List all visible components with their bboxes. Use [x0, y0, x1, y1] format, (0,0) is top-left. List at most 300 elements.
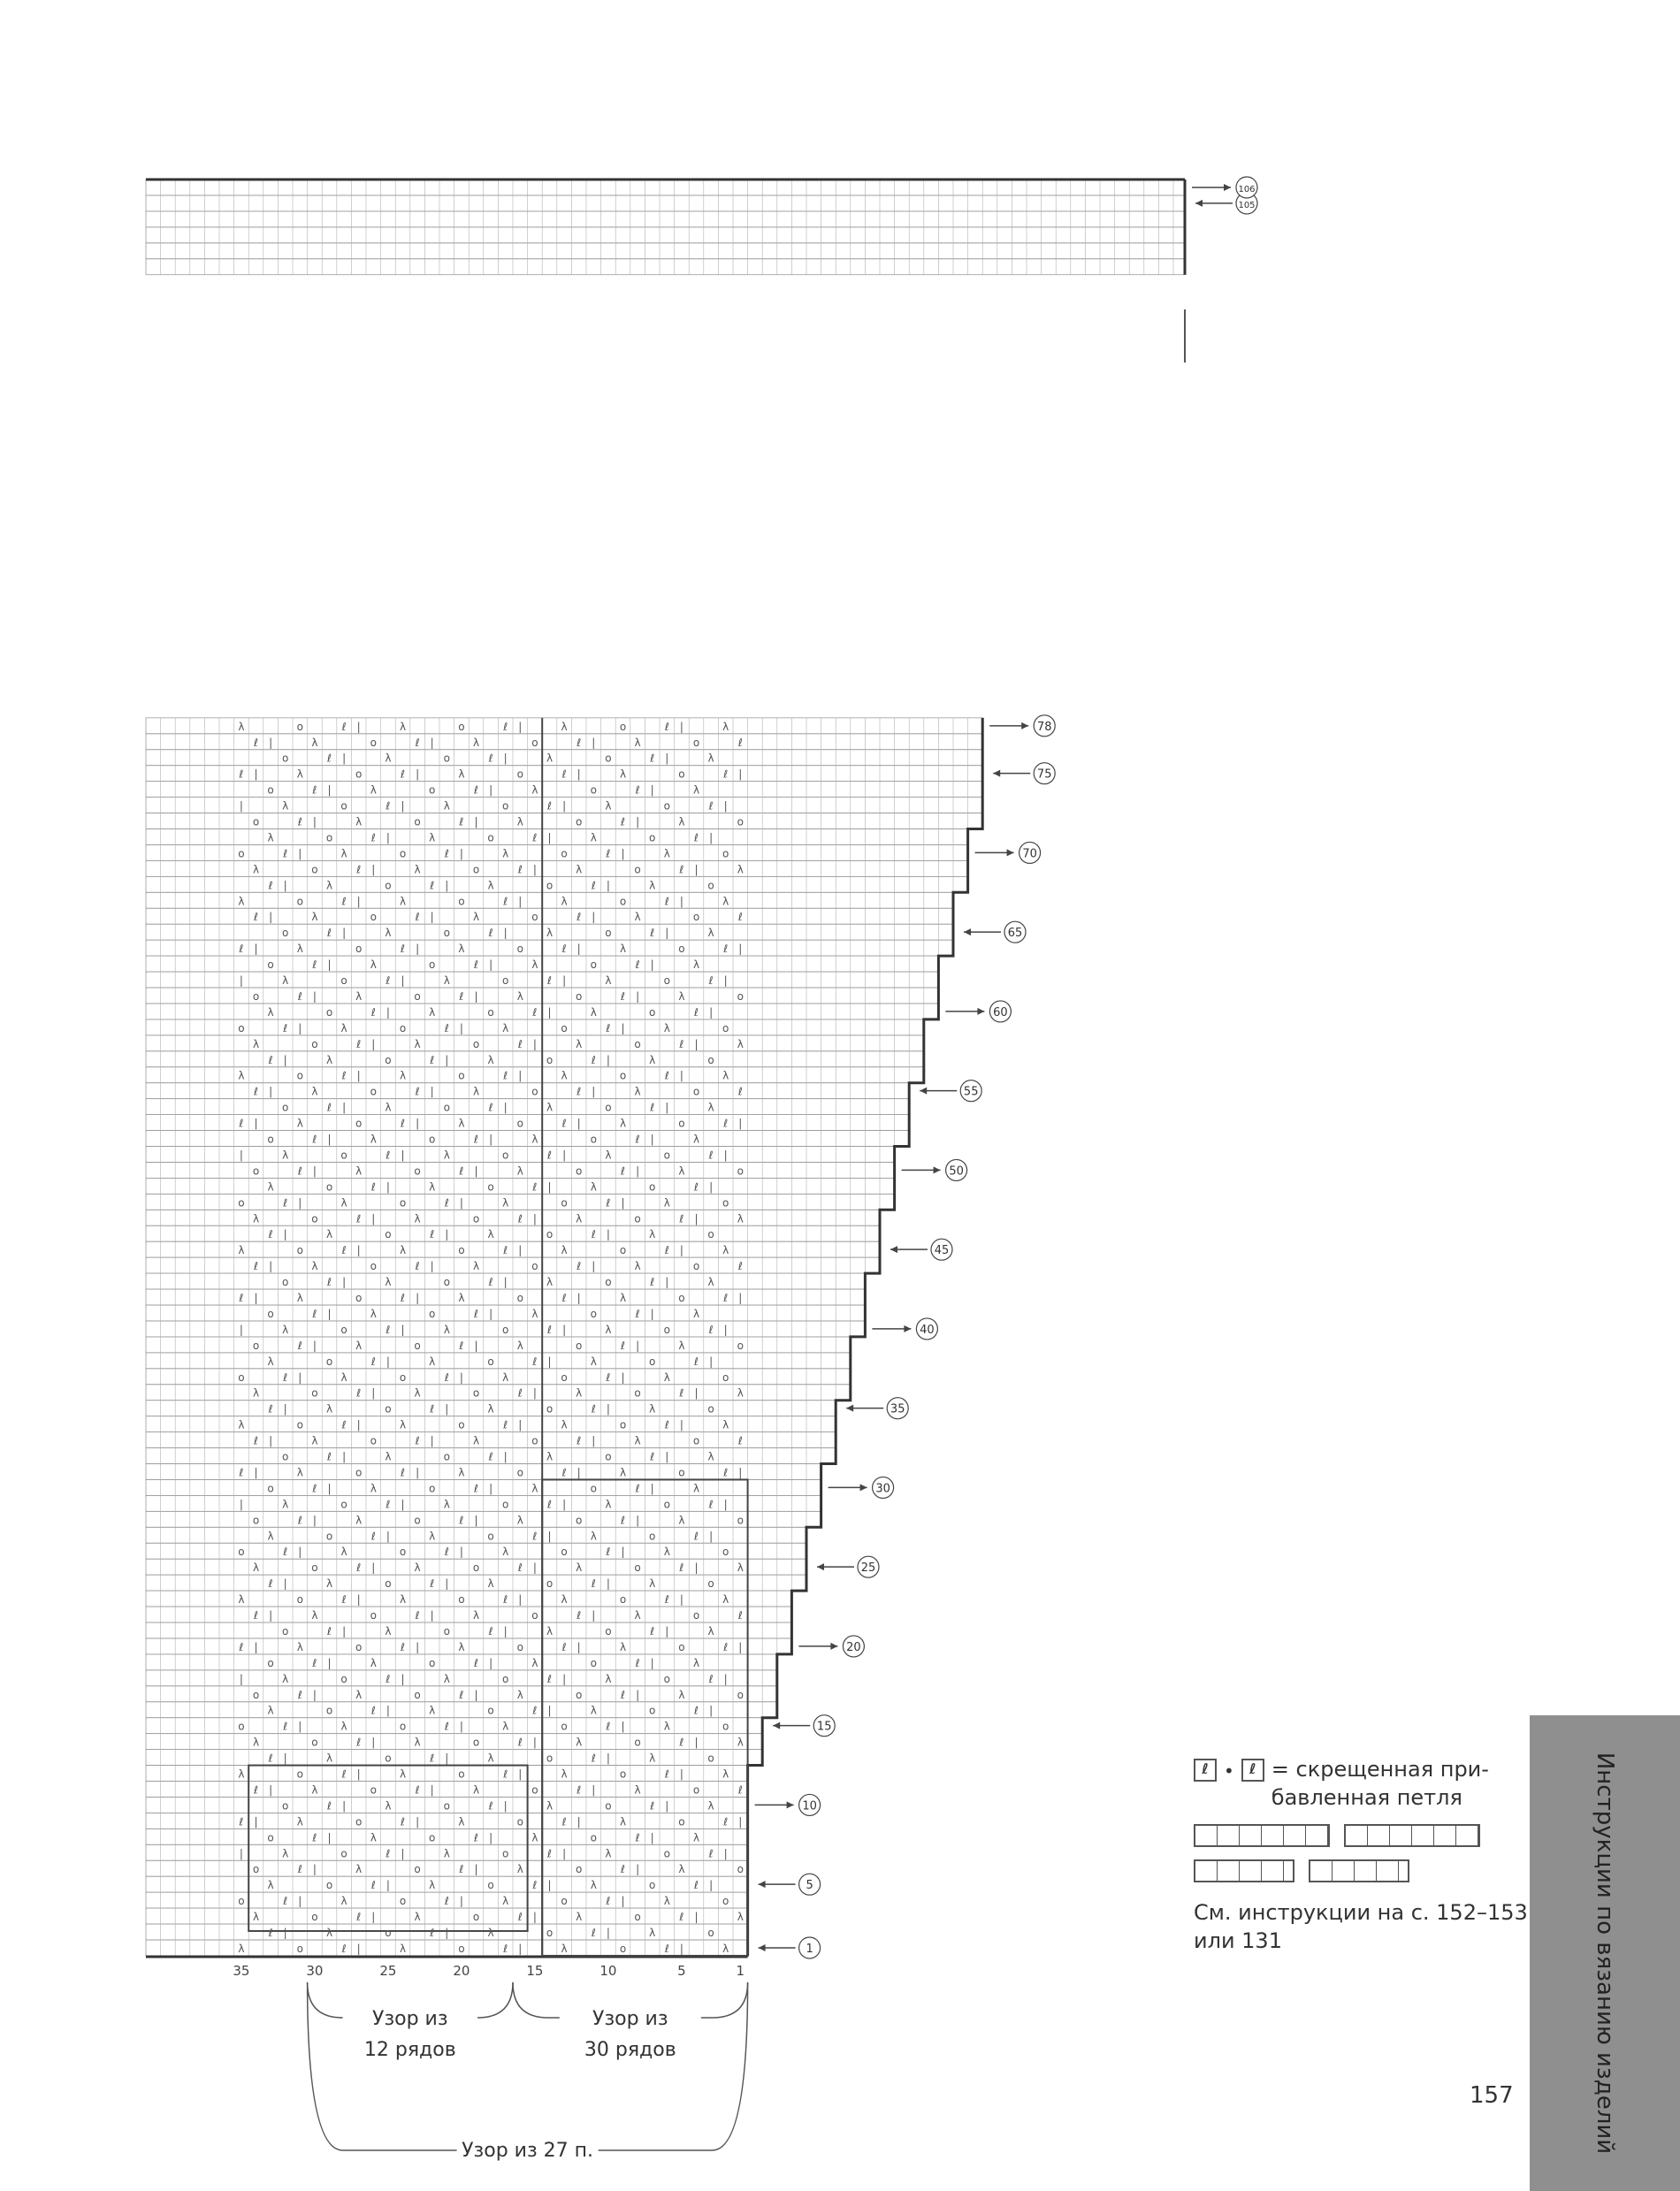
- stitch-symbol: ℓ: [591, 1577, 596, 1591]
- stitch-symbol: ℓ: [664, 1767, 669, 1781]
- stitch-symbol: ℓ: [577, 1434, 582, 1447]
- stitch-symbol: |: [430, 1609, 434, 1622]
- stitch-symbol: o: [472, 1911, 480, 1924]
- stitch-symbol: |: [459, 1720, 463, 1733]
- stitch-symbol: λ: [590, 1005, 597, 1019]
- stitch-symbol: ℓ: [430, 1577, 435, 1591]
- stitch-symbol: o: [605, 1624, 612, 1638]
- stitch-symbol: λ: [443, 1498, 450, 1511]
- stitch-symbol: o: [546, 1053, 554, 1066]
- stitch-symbol: |: [430, 1260, 434, 1273]
- stitch-symbol: ℓ: [327, 1276, 332, 1289]
- stitch-symbol: ℓ: [577, 1783, 582, 1797]
- stitch-symbol: o: [311, 1736, 318, 1749]
- stitch-symbol: o: [311, 1037, 318, 1050]
- stitch-symbol: |: [269, 1260, 273, 1273]
- stitch-symbol: |: [342, 1276, 347, 1289]
- stitch-symbol: ℓ: [430, 1228, 435, 1241]
- stitch-symbol: |: [459, 1546, 463, 1559]
- stitch-symbol: o: [355, 1815, 363, 1828]
- stitch-symbol: λ: [546, 1624, 554, 1638]
- stitch-symbol: ℓ: [488, 1799, 493, 1813]
- stitch-symbol: ℓ: [268, 1927, 273, 1939]
- stitch-symbol: ℓ: [606, 1720, 611, 1733]
- stitch-symbol: ℓ: [621, 1164, 625, 1178]
- stitch-symbol: o: [692, 1609, 700, 1622]
- stitch-symbol: o: [722, 1720, 729, 1733]
- stitch-symbol: ℓ: [708, 1498, 714, 1511]
- stitch-symbol: |: [401, 1149, 405, 1162]
- stitch-symbol: o: [737, 1164, 744, 1178]
- stitch-symbol: o: [385, 1402, 392, 1416]
- stitch-symbol: ℓ: [723, 1117, 729, 1130]
- stitch-symbol: ℓ: [503, 1418, 508, 1431]
- stitch-symbol: λ: [355, 1164, 363, 1178]
- stitch-symbol: λ: [663, 1196, 670, 1210]
- stitch-symbol: o: [429, 1307, 436, 1320]
- stitch-symbol: |: [445, 1927, 449, 1939]
- stitch-symbol: |: [562, 1323, 567, 1336]
- stitch-symbol: λ: [385, 1624, 392, 1638]
- stitch-symbol: |: [738, 1466, 743, 1479]
- stitch-symbol: |: [636, 1863, 640, 1876]
- stitch-symbol: o: [325, 1180, 333, 1194]
- stitch-symbol: o: [429, 1656, 436, 1669]
- stitch-symbol: o: [663, 1149, 670, 1162]
- stitch-symbol: ℓ: [606, 1370, 611, 1384]
- stitch-symbol: |: [371, 1386, 376, 1400]
- stitch-symbol: λ: [605, 1847, 612, 1860]
- stitch-symbol: ℓ: [239, 1640, 244, 1653]
- stitch-symbol: λ: [737, 1736, 744, 1749]
- stitch-symbol: |: [459, 1021, 463, 1034]
- stitch-symbol: |: [738, 1815, 743, 1828]
- stitch-symbol: λ: [546, 1799, 554, 1813]
- stitch-symbol: o: [325, 1530, 333, 1543]
- stitch-symbol: λ: [282, 1847, 289, 1860]
- stitch-symbol: o: [619, 1593, 627, 1607]
- chart-row-top: [146, 243, 1185, 259]
- stitch-symbol: ℓ: [635, 1133, 640, 1146]
- stitch-symbol: λ: [576, 1736, 583, 1749]
- stitch-symbol: ℓ: [547, 1498, 552, 1511]
- stitch-symbol: λ: [502, 1895, 509, 1908]
- stitch-symbol: λ: [649, 1402, 656, 1416]
- stitch-symbol: |: [532, 1212, 537, 1225]
- stitch-symbol: λ: [414, 1561, 421, 1575]
- stitch-symbol: |: [430, 1085, 434, 1098]
- chart-row-top: [146, 259, 1185, 275]
- stitch-symbol: |: [445, 1228, 449, 1241]
- stitch-symbol: |: [239, 1149, 243, 1162]
- stitch-symbol: |: [592, 1783, 596, 1797]
- stitch-symbol: λ: [516, 1514, 523, 1527]
- stitch-symbol: |: [356, 1069, 361, 1082]
- stitch-symbol: λ: [267, 1005, 274, 1019]
- stitch-symbol: ℓ: [708, 1149, 714, 1162]
- stitch-symbol: λ: [340, 1546, 347, 1559]
- stitch-symbol: λ: [678, 1164, 685, 1178]
- stitch-symbol: ℓ: [444, 1196, 449, 1210]
- stitch-symbol: |: [547, 1005, 552, 1019]
- stitch-symbol: |: [503, 1624, 508, 1638]
- stitch-symbol: o: [707, 1053, 714, 1066]
- stitch-symbol: o: [722, 1895, 729, 1908]
- stitch-symbol: λ: [737, 1037, 744, 1050]
- stitch-symbol: |: [650, 1133, 654, 1146]
- stitch-symbol: λ: [692, 1133, 700, 1146]
- stitch-symbol: |: [694, 1736, 699, 1749]
- stitch-symbol: ℓ: [341, 1593, 347, 1607]
- stitch-symbol: λ: [634, 1085, 641, 1098]
- stitch-symbol: o: [531, 1260, 538, 1273]
- stitch-symbol: |: [356, 1593, 361, 1607]
- stitch-symbol: λ: [502, 1720, 509, 1733]
- stitch-symbol: |: [283, 1228, 287, 1241]
- chart-row: [146, 813, 982, 829]
- stitch-symbol: o: [296, 1069, 303, 1082]
- stitch-symbol: |: [401, 1323, 405, 1336]
- stitch-symbol: o: [722, 1546, 729, 1559]
- stitch-symbol: |: [298, 1895, 302, 1908]
- stitch-symbol: |: [254, 1815, 258, 1828]
- stitch-symbol: o: [267, 1482, 274, 1495]
- stitch-symbol: λ: [238, 1069, 245, 1082]
- stitch-symbol: ℓ: [459, 1863, 464, 1876]
- stitch-symbol: o: [737, 1863, 744, 1876]
- stitch-symbol: ℓ: [297, 1863, 302, 1876]
- stitch-symbol: |: [489, 1831, 493, 1844]
- stitch-symbol: o: [370, 1085, 377, 1098]
- stitch-symbol: |: [606, 1927, 610, 1939]
- stitch-symbol: ℓ: [312, 1656, 317, 1669]
- stitch-symbol: λ: [561, 1418, 568, 1431]
- stitch-symbol: λ: [325, 1752, 333, 1765]
- stitch-symbol: ℓ: [664, 1942, 669, 1955]
- stitch-symbol: ℓ: [283, 1196, 288, 1210]
- stitch-symbol: o: [649, 1355, 656, 1368]
- stitch-symbol: |: [532, 1736, 537, 1749]
- stitch-symbol: ℓ: [723, 1292, 729, 1304]
- stitch-symbol: λ: [590, 1704, 597, 1717]
- stitch-symbol: ℓ: [268, 1402, 273, 1416]
- stitch-symbol: λ: [576, 1037, 583, 1050]
- stitch-symbol: ℓ: [694, 1005, 699, 1019]
- stitch-symbol: λ: [531, 1307, 538, 1320]
- stitch-symbol: λ: [634, 1783, 641, 1797]
- stitch-symbol: |: [312, 1514, 317, 1527]
- stitch-symbol: o: [443, 1276, 450, 1289]
- stitch-symbol: λ: [399, 1942, 407, 1955]
- stitch-symbol: ℓ: [386, 1323, 391, 1336]
- stitch-symbol: λ: [707, 1450, 714, 1463]
- stitch-symbol: o: [531, 1783, 538, 1797]
- stitch-symbol: |: [592, 1434, 596, 1447]
- stitch-symbol: ℓ: [723, 1466, 729, 1479]
- stitch-symbol: o: [634, 1037, 641, 1050]
- stitch-symbol: |: [401, 1847, 405, 1860]
- stitch-symbol: o: [502, 1323, 509, 1336]
- stitch-symbol: ℓ: [517, 1037, 523, 1050]
- stitch-symbol: λ: [472, 1783, 480, 1797]
- stitch-symbol: λ: [325, 1577, 333, 1591]
- chart-row-top: [146, 195, 1185, 211]
- stitch-symbol: o: [590, 1482, 597, 1495]
- stitch-symbol: λ: [429, 1704, 436, 1717]
- stitch-symbol: λ: [590, 1879, 597, 1892]
- stitch-symbol: ℓ: [474, 1656, 478, 1669]
- stitch-symbol: ℓ: [532, 1704, 538, 1717]
- stitch-symbol: |: [665, 1624, 669, 1638]
- stitch-symbol: ℓ: [254, 1609, 258, 1622]
- stitch-symbol: |: [356, 1942, 361, 1955]
- stitch-symbol: λ: [663, 1720, 670, 1733]
- stitch-symbol: |: [445, 1577, 449, 1591]
- stitch-symbol: ℓ: [459, 1164, 464, 1178]
- stitch-symbol: |: [474, 1164, 478, 1178]
- stitch-symbol: ℓ: [606, 1021, 611, 1034]
- stitch-symbol: |: [709, 1005, 714, 1019]
- stitch-symbol: ℓ: [297, 1688, 302, 1701]
- stitch-symbol: λ: [502, 1370, 509, 1384]
- stitch-symbol: |: [503, 1101, 508, 1114]
- stitch-symbol: ℓ: [459, 1514, 464, 1527]
- stitch-symbol: λ: [282, 1672, 289, 1685]
- stitch-symbol: λ: [722, 1069, 729, 1082]
- stitch-symbol: |: [459, 1196, 463, 1210]
- stitch-symbol: |: [371, 1212, 376, 1225]
- stitch-symbol: ℓ: [386, 1149, 391, 1162]
- stitch-symbol: o: [531, 1085, 538, 1098]
- stitch-symbol: ℓ: [370, 1704, 376, 1717]
- stitch-symbol: |: [577, 1815, 581, 1828]
- stitch-symbol: |: [254, 1466, 258, 1479]
- stitch-symbol: |: [562, 1847, 567, 1860]
- stitch-symbol: ℓ: [386, 1498, 391, 1511]
- stitch-symbol: o: [399, 1720, 407, 1733]
- stitch-symbol: o: [296, 1767, 303, 1781]
- stitch-symbol: λ: [355, 1688, 363, 1701]
- stitch-symbol: |: [577, 1466, 581, 1479]
- stitch-symbol: λ: [458, 1117, 465, 1130]
- stitch-symbol: o: [252, 989, 260, 1003]
- stitch-symbol: |: [254, 1640, 258, 1653]
- stitch-symbol: |: [665, 1101, 669, 1114]
- stitch-symbol: ℓ: [547, 1672, 552, 1685]
- stitch-symbol: ℓ: [650, 1450, 655, 1463]
- stitch-symbol: |: [416, 1466, 420, 1479]
- stitch-symbol: |: [665, 1799, 669, 1813]
- stitch-symbol: λ: [399, 1767, 407, 1781]
- stitch-symbol: ℓ: [327, 1450, 332, 1463]
- stitch-symbol: o: [605, 1450, 612, 1463]
- stitch-symbol: o: [590, 1656, 597, 1669]
- stitch-symbol: o: [282, 1624, 289, 1638]
- stitch-symbol: ℓ: [415, 1260, 420, 1273]
- stitch-symbol: λ: [634, 1434, 641, 1447]
- stitch-symbol: |: [298, 1546, 302, 1559]
- stitch-symbol: o: [546, 1577, 554, 1591]
- stitch-symbol: o: [267, 1133, 274, 1146]
- stitch-symbol: o: [546, 1228, 554, 1241]
- stitch-symbol: |: [606, 1752, 610, 1765]
- stitch-symbol: |: [709, 1355, 714, 1368]
- stitch-symbol: ℓ: [577, 1085, 582, 1098]
- stitch-symbol: |: [738, 1117, 743, 1130]
- stitch-symbol: o: [576, 1164, 583, 1178]
- stitch-symbol: |: [636, 1514, 640, 1527]
- stitch-symbol: |: [327, 1307, 332, 1320]
- stitch-symbol: |: [445, 1752, 449, 1765]
- stitch-symbol: ℓ: [488, 1276, 493, 1289]
- stitch-symbol: o: [267, 1831, 274, 1844]
- stitch-symbol: o: [325, 1005, 333, 1019]
- stitch-symbol: ℓ: [297, 1339, 302, 1352]
- stitch-symbol: |: [665, 1276, 669, 1289]
- stitch-symbol: λ: [429, 1879, 436, 1892]
- stitch-symbol: o: [692, 1085, 700, 1098]
- stitch-symbol: λ: [311, 1260, 318, 1273]
- stitch-symbol: λ: [678, 989, 685, 1003]
- chart-row: [146, 908, 953, 924]
- stitch-symbol: o: [414, 1339, 421, 1352]
- stitch-symbol: |: [327, 1656, 332, 1669]
- stitch-symbol: o: [678, 1292, 685, 1304]
- stitch-symbol: o: [546, 1752, 554, 1765]
- stitch-symbol: λ: [619, 1640, 627, 1653]
- stitch-symbol: ℓ: [386, 1672, 391, 1685]
- stitch-symbol: |: [636, 1688, 640, 1701]
- stitch-symbol: |: [474, 1863, 478, 1876]
- stitch-symbol: o: [385, 1577, 392, 1591]
- chart-row: [146, 1860, 748, 1876]
- stitch-symbol: λ: [238, 1767, 245, 1781]
- stitch-symbol: o: [282, 1799, 289, 1813]
- stitch-symbol: ℓ: [356, 1736, 362, 1749]
- stitch-symbol: o: [472, 1736, 480, 1749]
- stitch-symbol: ℓ: [239, 1292, 244, 1304]
- stitch-symbol: |: [269, 1783, 273, 1797]
- stitch-symbol: ℓ: [621, 989, 625, 1003]
- stitch-symbol: ℓ: [561, 1640, 567, 1653]
- stitch-symbol: |: [298, 1720, 302, 1733]
- stitch-symbol: λ: [472, 1260, 480, 1273]
- stitch-symbol: ℓ: [664, 1244, 669, 1257]
- stitch-symbol: |: [606, 1228, 610, 1241]
- stitch-symbol: ℓ: [635, 1831, 640, 1844]
- stitch-symbol: ℓ: [694, 1355, 699, 1368]
- stitch-symbol: |: [532, 1911, 537, 1924]
- stitch-symbol: ℓ: [679, 1561, 684, 1575]
- stitch-symbol: ℓ: [283, 1546, 288, 1559]
- chart-row: [146, 1147, 895, 1163]
- stitch-symbol: λ: [576, 1911, 583, 1924]
- chart-row: [146, 1782, 748, 1798]
- stitch-symbol: λ: [663, 1546, 670, 1559]
- stitch-symbol: λ: [385, 1101, 392, 1114]
- stitch-symbol: o: [458, 1593, 465, 1607]
- stitch-symbol: |: [474, 1514, 478, 1527]
- stitch-symbol: o: [634, 1736, 641, 1749]
- stitch-symbol: ℓ: [591, 1402, 596, 1416]
- stitch-symbol: |: [709, 1879, 714, 1892]
- stitch-symbol: |: [416, 1815, 420, 1828]
- stitch-symbol: λ: [399, 1244, 407, 1257]
- stitch-symbol: o: [325, 1879, 333, 1892]
- stitch-symbol: ℓ: [635, 1482, 640, 1495]
- stitch-symbol: |: [665, 1450, 669, 1463]
- stitch-symbol: ℓ: [459, 1688, 464, 1701]
- stitch-symbol: o: [325, 1704, 333, 1717]
- stitch-symbol: o: [355, 1292, 363, 1304]
- stitch-symbol: λ: [458, 1466, 465, 1479]
- stitch-symbol: ℓ: [621, 1863, 625, 1876]
- stitch-symbol: ℓ: [621, 1339, 625, 1352]
- stitch-symbol: λ: [252, 1037, 260, 1050]
- stitch-symbol: ℓ: [283, 1720, 288, 1733]
- stitch-symbol: λ: [414, 1037, 421, 1050]
- stitch-symbol: |: [650, 1307, 654, 1320]
- stitch-symbol: o: [546, 1402, 554, 1416]
- stitch-symbol: o: [429, 1482, 436, 1495]
- stitch-symbol: |: [298, 1021, 302, 1034]
- stitch-symbol: o: [649, 1180, 656, 1194]
- stitch-symbol: λ: [590, 1180, 597, 1194]
- stitch-symbol: λ: [252, 1386, 260, 1400]
- stitch-symbol: |: [650, 1482, 654, 1495]
- stitch-symbol: λ: [252, 1911, 260, 1924]
- stitch-symbol: |: [489, 1307, 493, 1320]
- stitch-symbol: λ: [737, 1386, 744, 1400]
- stitch-symbol: o: [502, 1847, 509, 1860]
- stitch-symbol: λ: [590, 1530, 597, 1543]
- stitch-symbol: λ: [692, 1656, 700, 1669]
- chart-row: [146, 1543, 806, 1559]
- stitch-symbol: |: [459, 1895, 463, 1908]
- stitch-symbol: o: [590, 1307, 597, 1320]
- stitch-symbol: o: [370, 1609, 377, 1622]
- stitch-symbol: ℓ: [312, 1133, 317, 1146]
- stitch-symbol: ℓ: [341, 1418, 347, 1431]
- stitch-symbol: o: [737, 1339, 744, 1352]
- stitch-symbol: λ: [458, 1815, 465, 1828]
- stitch-symbol: |: [430, 1783, 434, 1797]
- stitch-symbol: o: [458, 1942, 465, 1955]
- stitch-symbol: λ: [531, 1133, 538, 1146]
- stitch-symbol: |: [489, 1482, 493, 1495]
- stitch-symbol: |: [474, 989, 478, 1003]
- stitch-symbol: ℓ: [723, 1640, 729, 1653]
- stitch-symbol: λ: [340, 1196, 347, 1210]
- stitch-symbol: ℓ: [341, 1767, 347, 1781]
- stitch-symbol: o: [487, 1704, 494, 1717]
- stitch-symbol: o: [472, 1212, 480, 1225]
- stitch-symbol: λ: [325, 1228, 333, 1241]
- stitch-symbol: λ: [678, 1514, 685, 1527]
- stitch-symbol: λ: [355, 1863, 363, 1876]
- stitch-symbol: ℓ: [370, 1005, 376, 1019]
- stitch-symbol: ℓ: [737, 1085, 743, 1098]
- stitch-symbol: ℓ: [621, 1514, 625, 1527]
- stitch-symbol: λ: [663, 1370, 670, 1384]
- stitch-symbol: ℓ: [254, 1783, 258, 1797]
- stitch-symbol: |: [327, 1831, 332, 1844]
- stitch-symbol: ℓ: [591, 1927, 596, 1939]
- chart-row: [146, 1194, 895, 1210]
- stitch-symbol: o: [678, 1117, 685, 1130]
- chart-row: [146, 1305, 865, 1321]
- stitch-symbol: λ: [707, 1101, 714, 1114]
